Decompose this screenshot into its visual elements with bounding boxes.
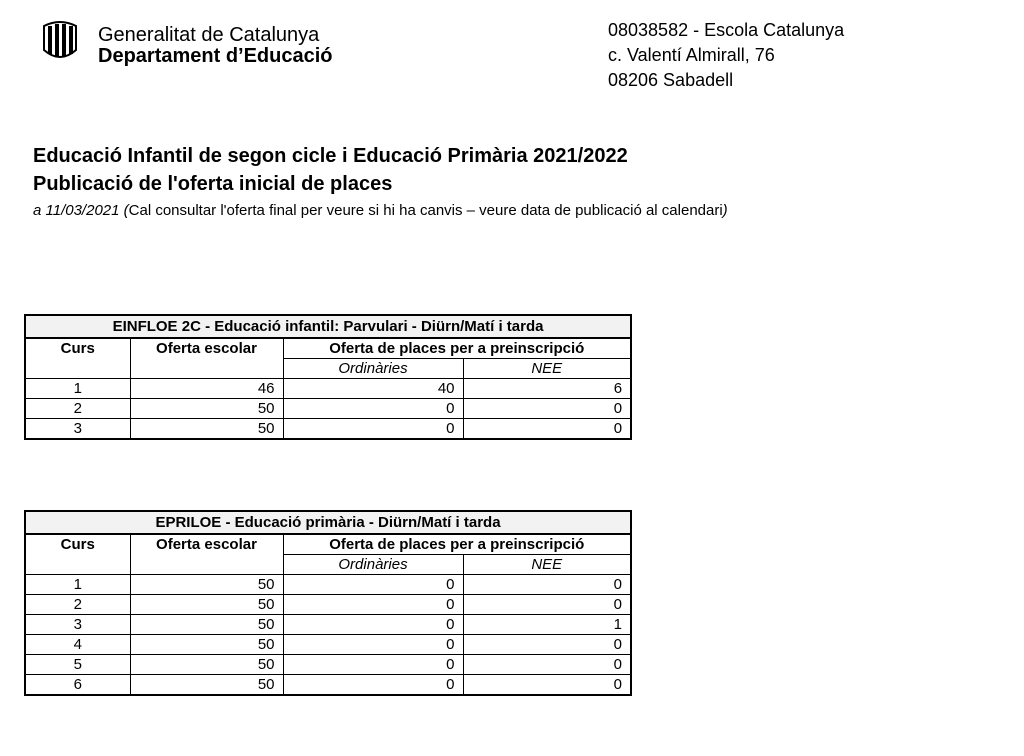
org-brand xyxy=(98,25,333,67)
cell-ordinaries: 0 xyxy=(283,655,463,675)
table-title: EPRILOE - Educació primària - Diürn/Matí i tarda xyxy=(25,511,631,534)
cell-oferta: 50 xyxy=(130,575,283,595)
column-header-preinscripcio: Oferta de places per a preinscripció xyxy=(283,534,631,555)
column-header-nee: NEE xyxy=(463,555,631,575)
publication-date: a 11/03/2021 ( xyxy=(33,202,129,219)
cell-curs: 2 xyxy=(25,399,130,419)
cell-oferta: 50 xyxy=(130,615,283,635)
cell-curs: 6 xyxy=(25,675,130,696)
cell-nee: 0 xyxy=(463,399,631,419)
document-heading xyxy=(33,142,728,222)
table-row xyxy=(25,655,631,675)
cell-curs: 1 xyxy=(25,379,130,399)
cell-curs: 3 xyxy=(25,615,130,635)
table-title: EINFLOE 2C - Educació infantil: Parvulari - Diürn/Matí i tarda xyxy=(25,315,631,338)
publication-note xyxy=(33,200,728,222)
cell-ordinaries: 0 xyxy=(283,635,463,655)
table-row xyxy=(25,379,631,399)
cell-curs: 2 xyxy=(25,595,130,615)
document-title: Educació Infantil de segon cicle i Educació Primària 2021/2022 xyxy=(33,145,628,167)
department-name: Departament d’Educació xyxy=(98,45,333,67)
cell-oferta: 50 xyxy=(130,655,283,675)
cell-nee: 0 xyxy=(463,575,631,595)
school-name: 08038582 - Escola Catalunya xyxy=(608,20,845,40)
table-row xyxy=(25,595,631,615)
school-address xyxy=(608,18,844,93)
publication-note-text: Cal consultar l'oferta final per veure si hi ha canvis – veure data de publicació al calendari xyxy=(128,202,723,219)
column-header-oferta: Oferta escolar xyxy=(130,338,283,379)
cell-oferta: 50 xyxy=(130,419,283,440)
column-header-curs: Curs xyxy=(25,338,130,379)
cell-nee: 0 xyxy=(463,655,631,675)
cell-nee: 6 xyxy=(463,379,631,399)
cell-ordinaries: 0 xyxy=(283,575,463,595)
table-row xyxy=(25,615,631,635)
column-header-oferta: Oferta escolar xyxy=(130,534,283,575)
cell-curs: 1 xyxy=(25,575,130,595)
cell-oferta: 50 xyxy=(130,635,283,655)
cell-nee: 0 xyxy=(463,595,631,615)
cell-ordinaries: 0 xyxy=(283,419,463,440)
cell-ordinaries: 0 xyxy=(283,595,463,615)
cell-nee: 0 xyxy=(463,635,631,655)
table-row xyxy=(25,419,631,440)
column-header-curs: Curs xyxy=(25,534,130,575)
table-row xyxy=(25,575,631,595)
cell-curs: 4 xyxy=(25,635,130,655)
org-name: Generalitat de Catalunya xyxy=(98,24,320,46)
cell-oferta: 50 xyxy=(130,595,283,615)
column-header-preinscripcio: Oferta de places per a preinscripció xyxy=(283,338,631,359)
school-city: 08206 Sabadell xyxy=(608,70,734,90)
generalitat-logo-icon xyxy=(40,20,80,62)
cell-ordinaries: 40 xyxy=(283,379,463,399)
cell-ordinaries: 0 xyxy=(283,615,463,635)
table-row xyxy=(25,635,631,655)
publication-note-close: ) xyxy=(722,202,728,219)
document-subtitle: Publicació de l'oferta inicial de places xyxy=(33,173,393,195)
cell-curs: 5 xyxy=(25,655,130,675)
cell-nee: 1 xyxy=(463,615,631,635)
cell-oferta: 50 xyxy=(130,675,283,696)
school-street: c. Valentí Almirall, 76 xyxy=(608,45,775,65)
table-row xyxy=(25,399,631,419)
infantil-offer-table xyxy=(24,314,632,440)
cell-nee: 0 xyxy=(463,675,631,696)
table-row xyxy=(25,675,631,696)
cell-nee: 0 xyxy=(463,419,631,440)
cell-ordinaries: 0 xyxy=(283,675,463,696)
column-header-ordinaries: Ordinàries xyxy=(283,555,463,575)
cell-curs: 3 xyxy=(25,419,130,440)
cell-ordinaries: 0 xyxy=(283,399,463,419)
column-header-nee: NEE xyxy=(463,359,631,379)
cell-oferta: 50 xyxy=(130,399,283,419)
cell-oferta: 46 xyxy=(130,379,283,399)
column-header-ordinaries: Ordinàries xyxy=(283,359,463,379)
primaria-offer-table xyxy=(24,510,632,696)
